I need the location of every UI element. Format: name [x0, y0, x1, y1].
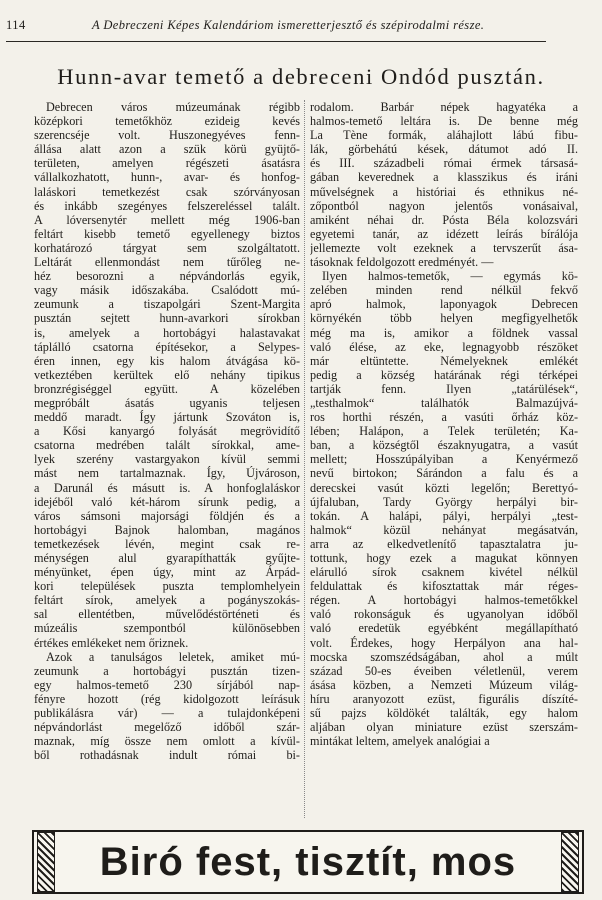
text-line: halmok“ közül nehányat megásatván, [310, 522, 578, 537]
text-line: mást nem tartalmaznak. Így, Újvároson, [34, 466, 300, 481]
text-line: apró halmok, laponyagok Debrecen [310, 297, 578, 312]
text-line: tásoknak feldolgozott eredményét. — [310, 255, 494, 270]
text-line: feltárt kisebb temető egyellenegy biztos [34, 226, 300, 241]
left-column [34, 100, 300, 762]
text-line: zelében minden rend nélkül fekvő [310, 283, 578, 298]
page-number: 114 [6, 18, 26, 32]
text-line: A lóversenytér mellett még 1906-ban [34, 212, 300, 227]
text-line: kori települések puszta templomhelyein [34, 579, 300, 594]
text-line: század 50-es éveiben véletlenül, verem [310, 663, 578, 678]
text-line: zőpontból nagyon jelentős vonásaival, [310, 198, 578, 213]
text-line: amiként néhai dr. Pósta Béla kolozsvári [310, 212, 578, 227]
text-line: pusztán sejtett hunn-avarkori sírokban [34, 311, 300, 326]
text-line: publikálásra vár) — a tulajdonképeni [34, 706, 300, 721]
text-line: Ilyen halmos-temetők, — egymás kö- [322, 269, 578, 284]
text-line: egy halmos-temető 230 sírjából nap- [34, 677, 300, 692]
text-line: fényre hozott (rég kidolgozott leírásuk [34, 691, 300, 706]
text-line: is, amelyek a hortobágyi halastavakat [34, 325, 300, 340]
ornament-left [37, 832, 55, 892]
text-line: állása alatt azon a szük körü gyüjtő- [34, 142, 300, 157]
text-line: aljában olyan miniature ezüst szerszám- [310, 720, 578, 735]
text-line: tottunk, hogy ezek a magukat könnyen [310, 551, 578, 565]
text-line: jellemezte volt ezeknek a tervszerűt ása- [310, 240, 578, 255]
text-line: tokán. A halápi, pályi, herpályi „test- [310, 508, 578, 523]
text-line: maznak, míg össze nem omlott a kívül- [34, 734, 300, 749]
text-line: a Kősi kanyargó folyását megrövidítő [34, 424, 300, 439]
text-line: értékes emlékeket nem őriznek. [34, 635, 189, 650]
text-line: megpróbált ásatás ugyanis teljesen [34, 395, 300, 410]
text-line: csatorna medrében talált sírokkal, ame- [34, 438, 300, 453]
text-line: ményünket, épen úgy, mint az Árpád- [34, 565, 300, 580]
text-line: hortobágyi Bajnok halomban, magános [34, 522, 300, 537]
text-line: feltárt sírok, amelyek a pogányszokás- [34, 593, 300, 608]
text-line: pedig a község határának régi térképei [310, 367, 578, 382]
text-line: ros horthi részén, a vasúti őrház köz- [310, 410, 578, 425]
article-title: Hunn-avar temető a debreceni Ondód pusztán. [57, 64, 545, 89]
text-line: ménységen alul gyarapíthatták gyűjte- [34, 551, 300, 565]
text-line: város sámsoni majorsági földjén és a [34, 508, 300, 523]
text-line: a Darunál és másutt is. A honfoglaláskor [34, 480, 300, 495]
text-line: való rokonságuk és ugyanolyan időből [310, 607, 578, 622]
text-line: területen, amelyen régészeti ásatásra [34, 156, 300, 171]
text-line: már eltüntette. Némelyeknek emlékét [310, 353, 578, 368]
text-line: lyek szerény vastargyakon kívül semmi [34, 452, 300, 467]
text-line: vetkeztében kerültek elő nehány tipikus [34, 367, 300, 382]
text-line: vagy másik időszakába. Csalódott mú- [34, 283, 300, 298]
ornament-right [561, 832, 579, 892]
text-line: korhatározó tárgyat sem szolgáltatott. [34, 240, 300, 255]
text-line: halmos-temető leltára is. De benne még [310, 114, 578, 129]
text-line: és inkább szegényes felszereléssel talált. [34, 198, 300, 213]
text-line: temetkezések lévén, megint csak re- [34, 536, 300, 551]
page-header [6, 18, 542, 36]
text-line: ből rothadásnak indult római bi- [34, 748, 300, 763]
text-line: rodalom. Barbár népek hagyatéka a [310, 100, 578, 114]
text-line: környékén több helyen megfigyelhetők [310, 311, 578, 326]
text-line: „testhalmok“ találhatók Balmazújvá- [310, 395, 578, 410]
text-line: éren innen, egy kis halom átvágása kö- [34, 353, 300, 368]
text-line: mocska szomszédságában, ahol a múlt [310, 649, 578, 664]
text-line: idejéből való két-három sírunk pedig, a [34, 494, 300, 509]
advertisement-box [32, 830, 584, 894]
text-line: híru aranyozott ezüst, figurális díszíté- [310, 691, 578, 706]
text-line: tartják fenn. Ilyen „tatárülések“, [310, 381, 578, 396]
text-line: Leltárát ellenmondást nem tűrőleg ne- [34, 255, 300, 270]
text-line: művelségnek a históriai és ethnikus né- [310, 184, 578, 199]
text-line: feldulattak és kifosztattak már réges- [310, 579, 578, 594]
text-line: Debrecen város múzeumának régibb [46, 100, 300, 114]
header-rule [6, 41, 546, 42]
text-line: mintákat leltem, amelyek analógiai a [310, 734, 490, 749]
text-line: ban, a községtől északnyugatra, a vasút [310, 438, 578, 453]
advertisement-text: Biró fest, tisztít, mos [99, 840, 517, 884]
text-line: volt. Érdekes, hogy Herpályon ana hal- [310, 635, 578, 650]
text-line: ásása közben, a Nemzeti Múzeum világ- [310, 677, 578, 692]
text-line: egyetemi tanár, az idézett leírás bírálója [310, 226, 578, 241]
text-line: sal ellentétben, művelődéstörténeti és [34, 607, 300, 622]
text-line: héz besorozni a népvándorlás egyik, [34, 269, 300, 284]
text-line: meddő maradt. Így jártunk Szováton is, [34, 410, 300, 425]
column-divider [304, 100, 305, 818]
text-line: bronzrégiséggel együtt. A közelében [34, 381, 300, 396]
text-line: népvándorlást megelőző időből szár- [34, 720, 300, 735]
running-title: A Debreczeni Képes Kalendáriom ismeretterjesztő és szépirodalmi része. [92, 18, 485, 32]
text-line: vállalkozhatott, hunn-, avar- és honfog- [34, 170, 300, 185]
text-line: múzeális szempontból különösebben [34, 621, 300, 636]
text-line: és III. századbeli római érmek társasá- [310, 156, 578, 171]
text-line: Azok a tanulságos leletek, amiket mú- [46, 649, 300, 664]
right-column [310, 100, 578, 748]
text-line: való élése, az eke, legnagyobb részöket [310, 339, 578, 354]
text-line: középkori temetőkhöz ezideig kevés [34, 114, 300, 129]
text-line: gában keverednek a klasszikus és iráni [310, 170, 578, 185]
text-line: sű pajzs köldökét találták, egy halom [310, 706, 578, 721]
text-line: lében; Halápon, a Telek területén; Ka- [310, 424, 578, 439]
text-line: arra az elkedvetlenítő tapasztalatra ju- [310, 536, 578, 551]
text-line: mellett; Hosszúpályiban a Kenyérmező [310, 452, 578, 467]
text-line: újfaluban, Tardy György herpályi bir- [310, 494, 578, 509]
text-line: táplálló csatorna építésekor, a Selypes- [34, 339, 300, 354]
text-line: zeumunk a tiszapolgári Szent-Margita [34, 297, 300, 312]
text-line: zeumunk a hortobágyi pusztán tizen- [34, 663, 300, 678]
text-line: La Tène formák, aláhajlott lábú fibu- [310, 128, 578, 143]
text-line: való eredetük egyébként megállapítható [310, 621, 578, 636]
text-line: laláskori temetkezést csak szórványosan [34, 184, 300, 199]
text-line: derecskei vasút közti legelőn; Berettyó- [310, 480, 578, 495]
text-line: még ma is, amikor a földnek vassal [310, 325, 578, 340]
text-line: szerencséje volt. Huszonegyéves fenn- [34, 128, 300, 143]
text-line: lák, görbehátú kések, dátumot adó II. [310, 142, 578, 157]
text-line: elárulló sírok csaknem kivétel nélkül [310, 565, 578, 580]
text-line: régen. A hortobágyi halmos-temetőkkel [310, 593, 578, 608]
text-line: nevű birtokon; Sárándon a falu és a [310, 466, 578, 481]
